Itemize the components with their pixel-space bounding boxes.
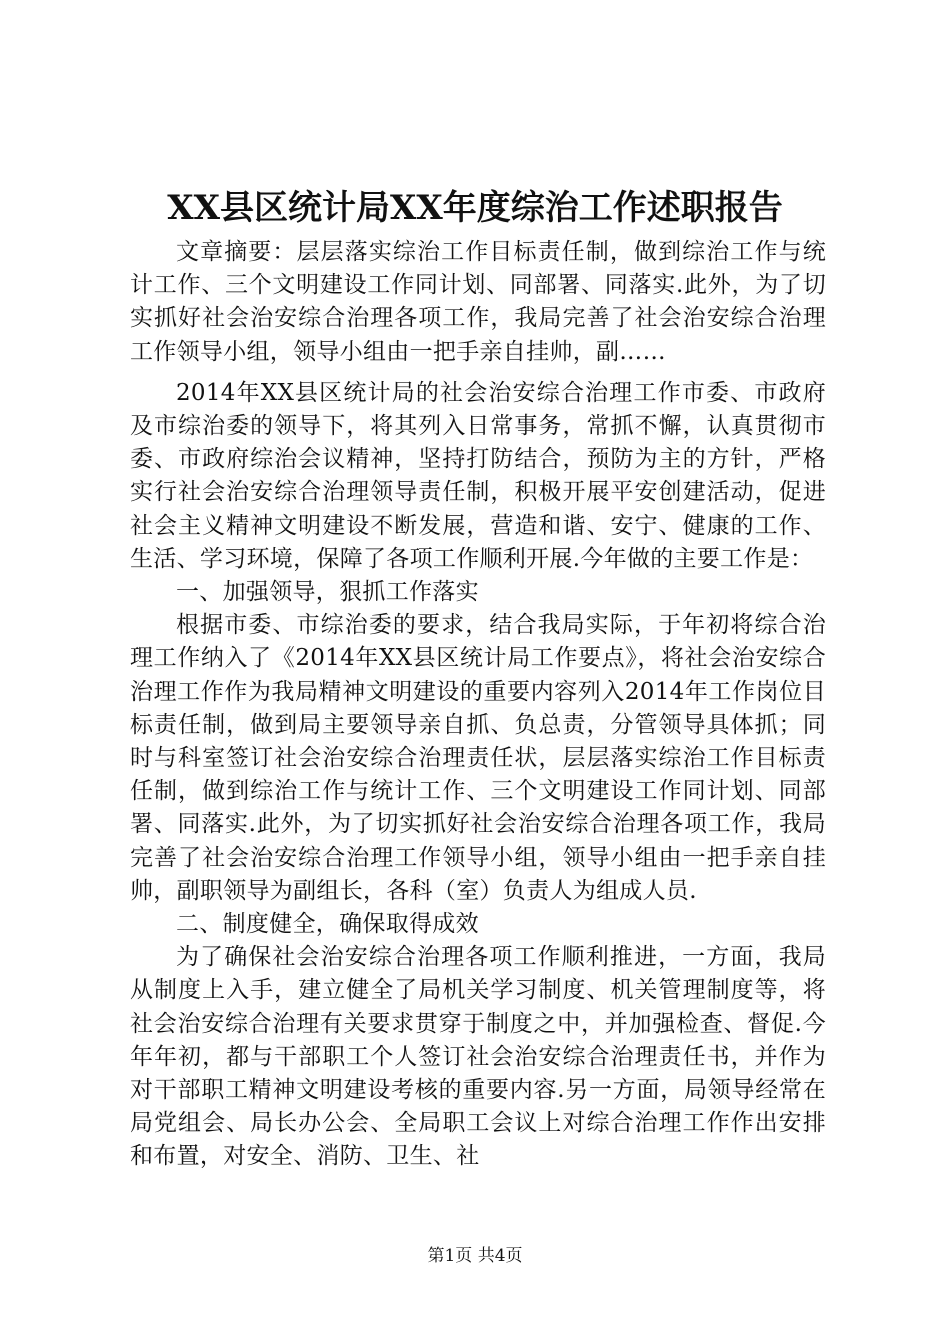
body-paragraph: 根据市委、市综治委的要求，结合我局实际，于年初将综合治理工作纳入了《2014年XX县区统计局工作要点》，将社会治安综合治理工作作为我局精神文明建设的重要内容列入2014年工作岗位目标责任制，做到局主要领导亲自抓、负总责，分管领导具体抓；同时与科室签订社会治安综合治理责任状，层层落实综治工作目标责任制，做到综治工作与统计工作、三个文明建设工作同计划、同部署、同落实.此外，为了切实抓好社会治安综合治理各项工作，我局完善了社会治安综合治理工作领导小组，领导小组由一把手亲自挂帅，副职领导为副组长，各科（室）负责人为组成人员. bbox=[130, 612, 826, 904]
body-paragraph: 为了确保社会治安综合治理各项工作顺利推进，一方面，我局从制度上入手，建立健全了局机关学习制度、机关管理制度等，将社会治安综合治理有关要求贯穿于制度之中，并加强检查、督促.今年年初，都与干部职工个人签订社会治安综合治理责任书，并作为对干部职工精神文明建设考核的重要内容.另一方面，局领导经常在局党组会、局长办公会、全局职工会议上对综合治理工作作出安排和布置，对安全、消防、卫生、社 bbox=[130, 944, 826, 1170]
body-paragraph: 2014年XX县区统计局的社会治安综合治理工作市委、市政府及市综治委的领导下，将其列入日常事务，常抓不懈，认真贯彻市委、市政府综治会议精神，坚持打防结合，预防为主的方针，严格实行社会治安综合治理领导责任制，积极开展平安创建活动，促进社会主义精神文明建设不断发展，营造和谐、安宁、健康的工作、生活、学习环境，保障了各项工作顺利开展.今年做的主要工作是： bbox=[130, 379, 826, 572]
section-heading: 二、制度健全，确保取得成效 bbox=[176, 911, 479, 938]
page-number-footer: 第1页 共4页 bbox=[427, 1246, 523, 1266]
document-body bbox=[130, 236, 826, 1174]
document-title: XX县区统计局XX年度综治工作述职报告 bbox=[167, 188, 783, 228]
abstract-paragraph: 文章摘要：层层落实综治工作目标责任制，做到综治工作与统计工作、三个文明建设工作同计划、同部署、同落实.此外，为了切实抓好社会治安综合治理各项工作，我局完善了社会治安综合治理工作领导小组，领导小组由一把手亲自挂帅，副…… bbox=[130, 239, 826, 365]
section-heading: 一、加强领导，狠抓工作落实 bbox=[176, 579, 479, 606]
